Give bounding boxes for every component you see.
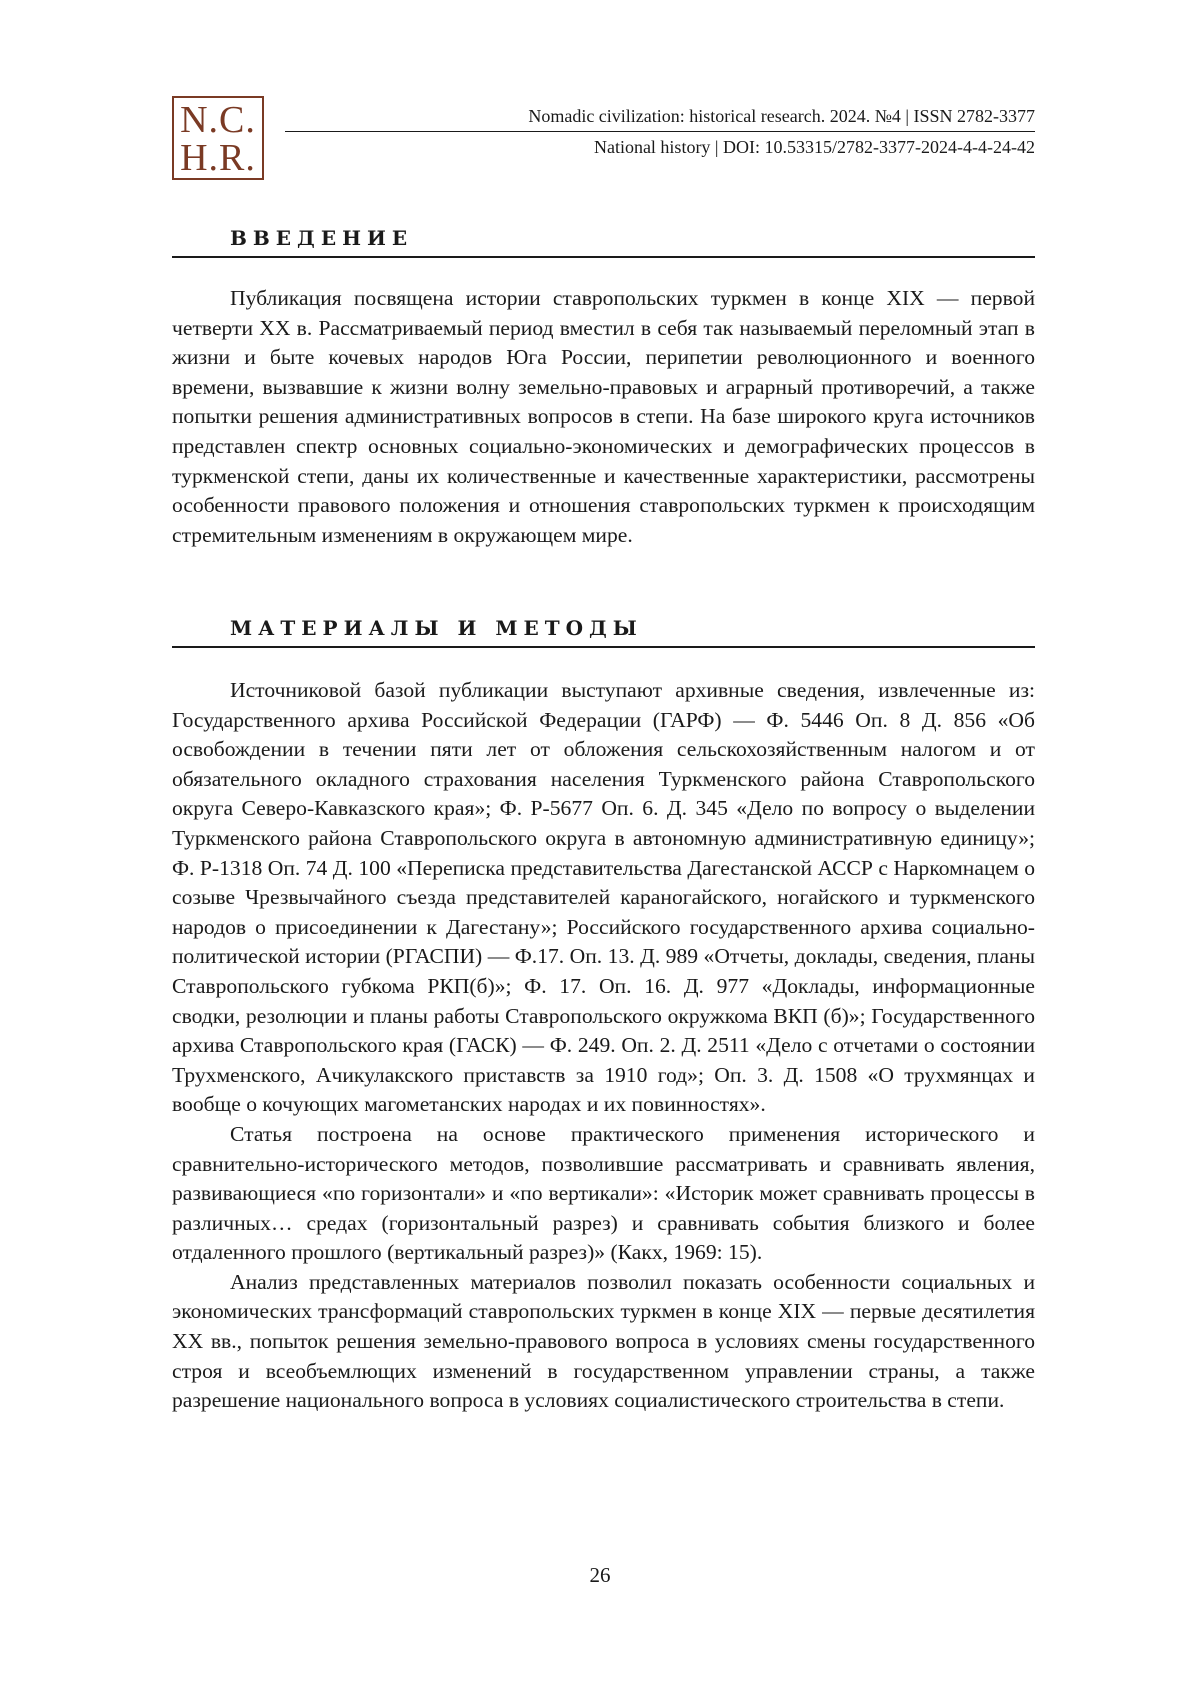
logo-line-1: N.C. xyxy=(180,99,256,141)
introduction-body xyxy=(172,284,1035,550)
running-header xyxy=(285,106,1035,158)
methods-paragraph: Статья построена на основе практического применения исторического и сравнительно-исторического методов, позволившие рассматривать и сравнивать явления, развивающиеся «по горизонтали» и «по вертикали»: «Историк может сравнивать процессы в различных… средах (горизонтальный разрез) и сравнивать события близкого и более отдаленного прошлого (вертикальный разрез)» (Какх, 1969: 15). xyxy=(172,1121,1035,1265)
journal-logo xyxy=(172,96,264,180)
analysis-paragraph: Анализ представленных материалов позволил показать особенности социальных и экономических трансформаций ставропольских туркмен в конце XIX — первые десятилетия XX вв., попыток решения земельно-правового вопроса в условиях смены государственного строя и всеобъемлющих изменений в государственном управлении страны, а также разрешение национального вопроса в условиях социалистического строительства в степи. xyxy=(172,1269,1035,1413)
page-number: 26 xyxy=(589,1563,611,1587)
introduction-heading: ВВЕДЕНИЕ xyxy=(172,226,1035,258)
materials-methods-body xyxy=(172,676,1035,1416)
logo-line-2: H.R. xyxy=(180,137,256,179)
journal-info: Nomadic civilization: historical research. 2024. №4 | ISSN 2782-3377 xyxy=(285,106,1035,132)
materials-methods-heading: МАТЕРИАЛЫ И МЕТОДЫ xyxy=(172,616,1035,648)
sources-paragraph: Источниковой базой публикации выступают архивные сведения, извлеченные из: Государственного архива Российской Федерации (ГАРФ) — Ф. 5446 Оп. 8 Д. 856 «Об освобождении в течении пяти лет от обложения сельскохозяйственным налогом и от обязательного окладного страхования населения Туркменского района Ставропольского округа Северо-Кавказского края»; Ф. Р-5677 Оп. 6. Д. 345 «Дело по вопросу о выделении Туркменского района Ставропольского округа в автономную административную единицу»; Ф. Р-1318 Оп. 74 Д. 100 «Переписка представительства Дагестанской АССР с Наркомнацем о созыве Чрезвычайного съезда представителей караногайского, ногайского и туркменского народов о присоединении к Дагестану»; Российского государственного архива социально-политической истории (РГАСПИ) — Ф.17. Оп. 13. Д. 989 «Отчеты, доклады, сведения, планы Ставропольского губкома РКП(б)»; Ф. 17. Оп. 16. Д. 977 «Доклады, информационные сводки, резолюции и планы работы Ставропольского окружкома ВКП (б)»; Государственного архива Ставропольского края (ГАСК) — Ф. 249. Оп. 2. Д. 2511 «Дело с отчетами о состоянии Трухменского, Ачикулакского приставств за 1910 год»; Оп. 3. Д. 1508 «О трухмянцах и вообще о кочующих магометанских народах и их повинностях». xyxy=(172,678,1035,1117)
introduction-paragraph: Публикация посвящена истории ставропольских туркмен в конце XIX — первой четверти XX в. Рассматриваемый период вместил в себя так называемый переломный этап в жизни и быте кочевых народов Юга России, перипетии революционного и военного времени, вызвавшие к жизни волну земельно-правовых и аграрный противоречий, а также попытки решения административных вопросов в степи. На базе широкого круга источников представлен спектр основных социально-экономических и демографических процессов в туркменской степи, даны их количественные и качественные характеристики, рассмотрены особенности правового положения и отношения ставропольских туркмен к происходящим стремительным изменениям в окружающем мире. xyxy=(172,286,1035,547)
section-doi-info: National history | DOI: 10.53315/2782-3377-2024-4-4-24-42 xyxy=(593,137,1035,157)
